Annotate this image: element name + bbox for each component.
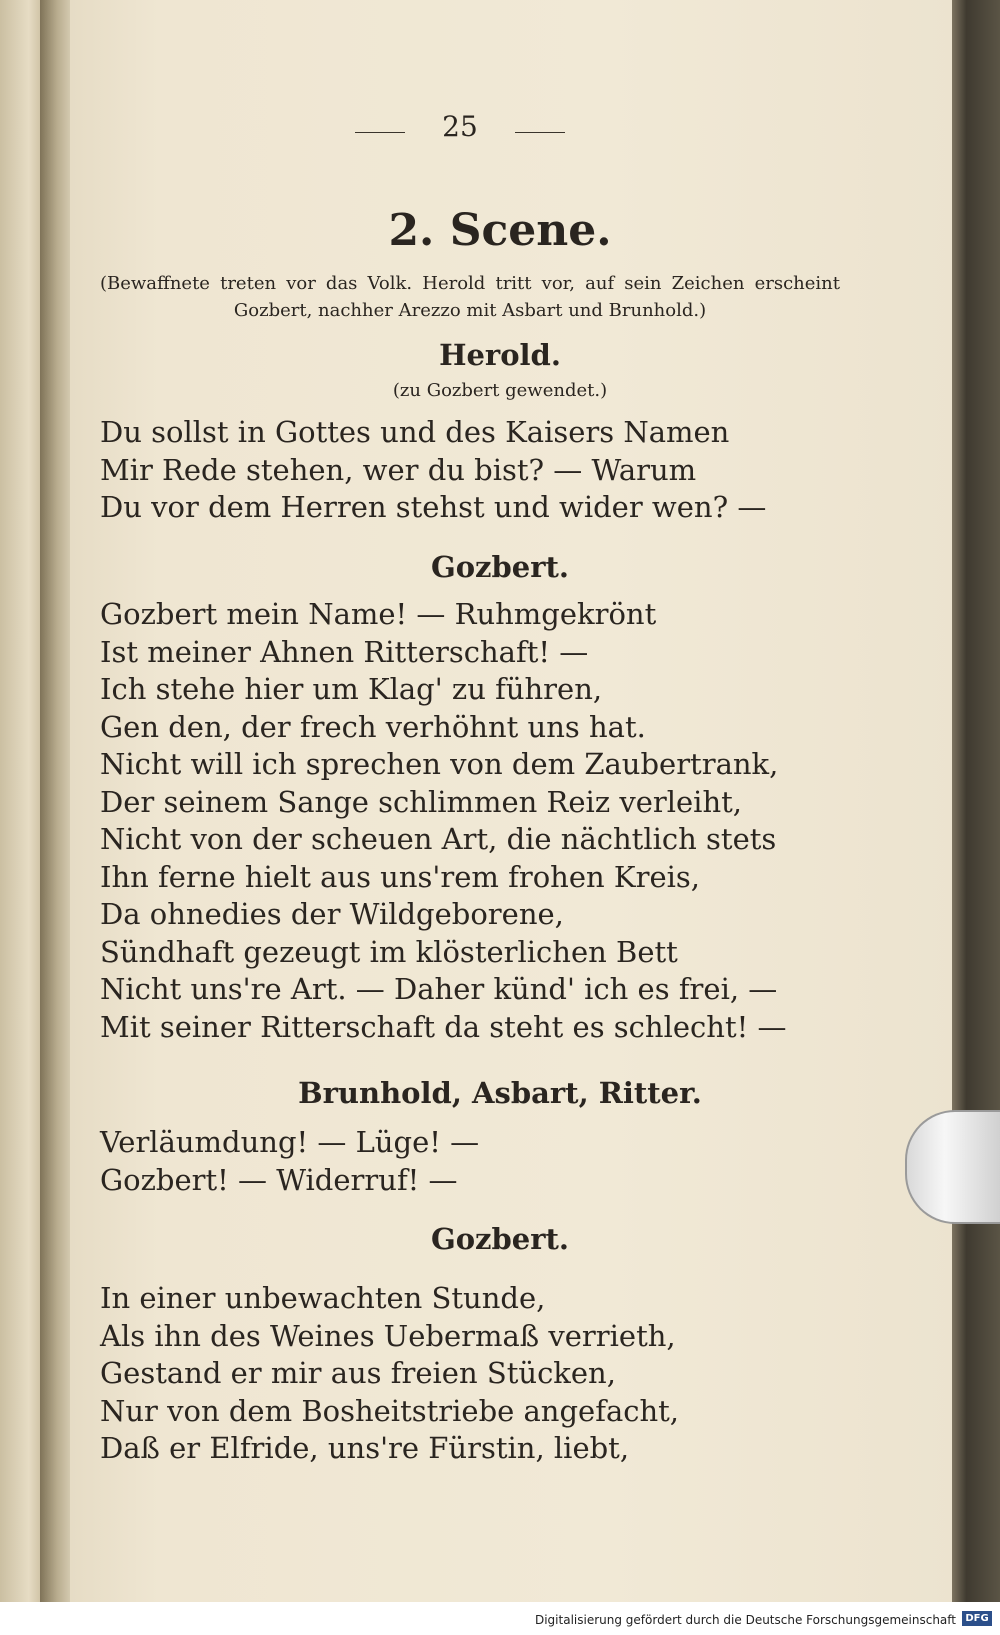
verse-block-ritter bbox=[100, 1124, 820, 1199]
footer-bar bbox=[0, 1602, 1000, 1635]
funding-credit: Digitalisierung gefördert durch die Deutsche Forschungsgemeinschaft bbox=[534, 1613, 956, 1627]
verse-line: Mit seiner Ritterschaft da steht es schlecht! — bbox=[100, 1009, 787, 1044]
verse-block-gozbert-2 bbox=[100, 1280, 820, 1468]
dfg-logo: DFG bbox=[962, 1611, 992, 1626]
verse-block-gozbert bbox=[100, 596, 820, 1046]
page-number: 25 bbox=[442, 110, 478, 143]
stage-direction: (Bewaffnete treten vor das Volk. Herold tritt vor, auf sein Zeichen erscheint Gozbert, nachher Arezzo mit Asbart und Brunhold.) bbox=[100, 273, 840, 321]
verse-line: Sündhaft gezeugt im klösterlichen Bett bbox=[100, 934, 678, 969]
verse-line: Mir Rede stehen, wer du bist? — Warum bbox=[100, 452, 697, 487]
verse-line: Ich stehe hier um Klag' zu führen, bbox=[100, 672, 603, 706]
verse-line: Als ihn des Weines Uebermaß verrieth, bbox=[100, 1318, 676, 1353]
verse-line: Du sollst in Gottes und des Kaisers Namen bbox=[100, 415, 730, 449]
verse-line: Nicht von der scheuen Art, die nächtlich stets bbox=[100, 822, 777, 856]
page-clip bbox=[905, 1110, 1000, 1224]
verse-line: Verläumdung! — Lüge! — bbox=[100, 1125, 480, 1159]
speaker-brunhold-asbart-ritter: Brunhold, Asbart, Ritter. bbox=[298, 1076, 702, 1110]
speaker-gozbert-2: Gozbert. bbox=[430, 1222, 570, 1256]
speaker-herold: Herold. bbox=[439, 338, 561, 372]
verse-block-herold bbox=[100, 414, 820, 527]
verse-line: In einer unbewachten Stunde, bbox=[100, 1281, 546, 1315]
verse-line: Ihn ferne hielt aus uns'rem frohen Kreis, bbox=[100, 859, 700, 894]
verse-line: Nicht will ich sprechen von dem Zaubertrank, bbox=[100, 747, 779, 781]
verse-line: Gestand er mir aus freien Stücken, bbox=[100, 1356, 616, 1390]
verse-line: Nur von dem Bosheitstriebe angefacht, bbox=[100, 1393, 680, 1428]
verse-line: Gozbert! — Widerruf! — bbox=[100, 1162, 458, 1197]
header-dash-right bbox=[515, 132, 565, 133]
verse-line: Gen den, der frech verhöhnt uns hat. bbox=[100, 709, 646, 744]
verse-line: Ist meiner Ahnen Ritterschaft! — bbox=[100, 634, 589, 669]
page-header bbox=[355, 110, 565, 150]
stage-aside: (zu Gozbert gewendet.) bbox=[392, 380, 608, 401]
verse-line: Nicht uns're Art. — Daher künd' ich es frei, — bbox=[100, 972, 778, 1006]
verse-line: Der seinem Sange schlimmen Reiz verleiht, bbox=[100, 784, 742, 819]
verse-line: Gozbert mein Name! — Ruhmgekrönt bbox=[100, 597, 657, 631]
verse-line: Da ohnedies der Wildgeborene, bbox=[100, 897, 564, 931]
verse-line: Daß er Elfride, uns're Fürstin, liebt, bbox=[100, 1431, 630, 1465]
speaker-gozbert: Gozbert. bbox=[430, 550, 570, 584]
scene-title: 2. Scene. bbox=[388, 205, 612, 256]
verse-line: Du vor dem Herren stehst und wider wen? — bbox=[100, 490, 767, 524]
